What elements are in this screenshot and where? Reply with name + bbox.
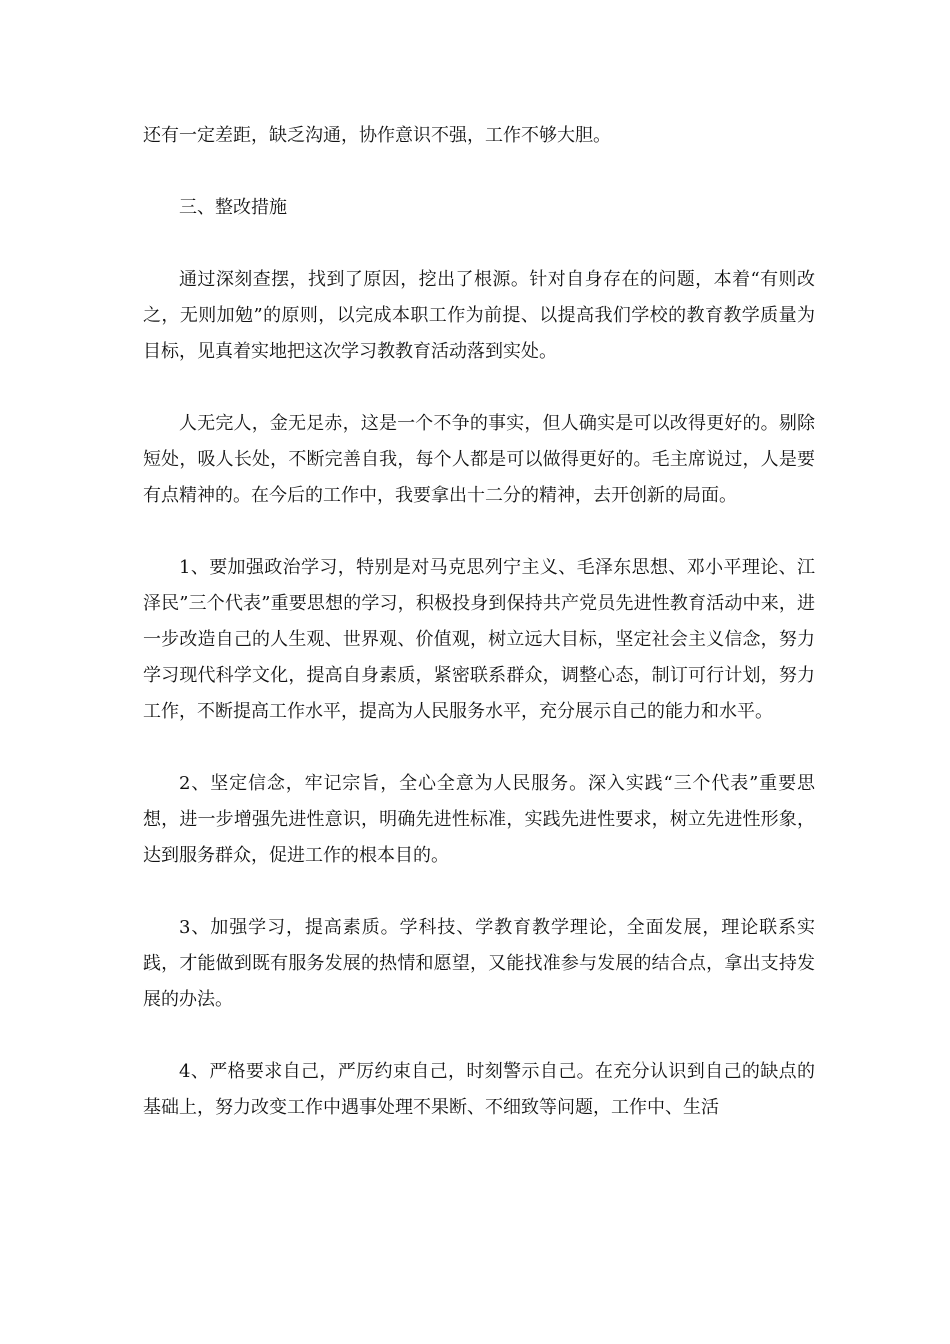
- paragraph-intro: 通过深刻查摆，找到了原因，挖出了根源。针对自身存在的问题，本着“有则改之，无则加勉”的原则，以完成本职工作为前提、以提高我们学校的教育教学质量为目标，见真着实地把这次学习教教育活动落到实处。: [143, 269, 815, 362]
- paragraph-item-4: 4、严格要求自己，严厉约束自己，时刻警示自己。在充分认识到自己的缺点的基础上，努力改变工作中遇事处理不果断、不细致等问题，工作中、生活: [143, 1061, 815, 1118]
- section-heading: 三、整改措施: [179, 197, 287, 218]
- document-body: [143, 118, 815, 1162]
- paragraph-item-3: 3、加强学习，提高素质。学科技、学教育教学理论，全面发展，理论联系实践，才能做到既有服务发展的热情和愿望，又能找准参与发展的结合点，拿出支持发展的办法。: [143, 917, 815, 1010]
- paragraph-continuation: 还有一定差距，缺乏沟通，协作意识不强，工作不够大胆。: [143, 125, 611, 146]
- paragraph-self-improvement: 人无完人，金无足赤，这是一个不争的事实，但人确实是可以改得更好的。剔除短处，吸人长处，不断完善自我，每个人都是可以做得更好的。毛主席说过，人是要有点精神的。在今后的工作中，我要拿出十二分的精神，去开创新的局面。: [143, 413, 815, 506]
- paragraph-item-2: 2、坚定信念，牢记宗旨，全心全意为人民服务。深入实践“三个代表”重要思想，进一步增强先进性意识，明确先进性标准，实践先进性要求，树立先进性形象，达到服务群众，促进工作的根本目的。: [143, 773, 815, 866]
- paragraph-item-1: 1、要加强政治学习，特别是对马克思列宁主义、毛泽东思想、邓小平理论、江泽民”三个代表”重要思想的学习，积极投身到保持共产党员先进性教育活动中来，进一步改造自己的人生观、世界观、价值观，树立远大目标，坚定社会主义信念，努力学习现代科学文化，提高自身素质，紧密联系群众，调整心态，制订可行计划，努力工作，不断提高工作水平，提高为人民服务水平，充分展示自己的能力和水平。: [143, 557, 815, 722]
